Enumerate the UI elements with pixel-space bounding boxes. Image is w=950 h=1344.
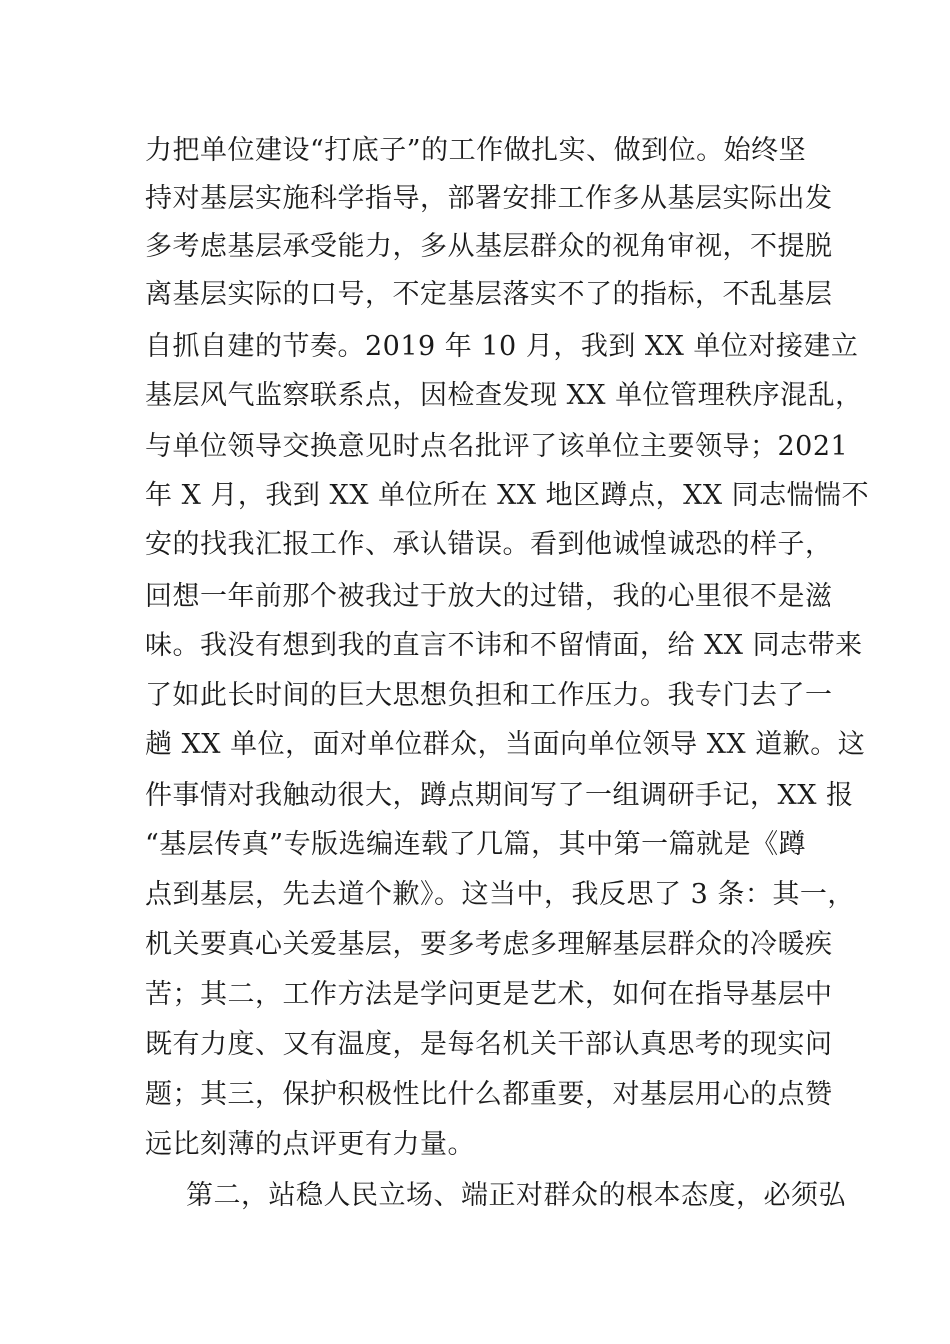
text-line: 安的找我汇报工作、承认错误。看到他诚惶诚恐的样子，	[145, 529, 833, 560]
text-line: “基层传真”专版选编连载了几篇，其中第一篇就是《蹲	[145, 829, 807, 860]
text-line: 味。我没有想到我的直言不讳和不留情面，给 XX 同志带来	[145, 630, 863, 661]
text-line: 既有力度、又有温度，是每名机关干部认真思考的现实问	[145, 1029, 833, 1060]
text-line: 了如此长时间的巨大思想负担和工作压力。我专门去了一	[145, 680, 833, 711]
text-line: 多考虑基层承受能力，多从基层群众的视角审视，不提脱	[145, 231, 833, 262]
text-line: 年 X 月，我到 XX 单位所在 XX 地区蹲点，XX 同志惴惴不	[145, 480, 870, 511]
text-line: 趟 XX 单位，面对单位群众，当面向单位领导 XX 道歉。这	[145, 729, 866, 760]
text-line: 件事情对我触动很大，蹲点期间写了一组调研手记，XX 报	[145, 780, 854, 811]
text-line: 自抓自建的节奏。2019 年 10 月，我到 XX 单位对接建立	[145, 331, 859, 362]
text-line: 持对基层实施科学指导，部署安排工作多从基层实际出发	[145, 183, 833, 214]
text-line: 机关要真心关爱基层，要多考虑多理解基层群众的冷暖疾	[145, 929, 833, 960]
paragraph-start-line: 第二，站稳人民立场、端正对群众的根本态度，必须弘	[186, 1180, 846, 1211]
text-line: 点到基层，先去道个歉》。这当中，我反思了 3 条：其一，	[145, 879, 855, 910]
text-line: 苦；其二，工作方法是学问更是艺术，如何在指导基层中	[145, 979, 833, 1010]
text-line: 回想一年前那个被我过于放大的过错，我的心里很不是滋	[145, 581, 833, 612]
text-line: 题；其三，保护积极性比什么都重要，对基层用心的点赞	[145, 1079, 833, 1110]
text-line: 远比刻薄的点评更有力量。	[145, 1129, 475, 1160]
text-line: 力把单位建设“打底子”的工作做扎实、做到位。始终坚	[145, 135, 807, 166]
text-line: 基层风气监察联系点，因检查发现 XX 单位管理秩序混乱，	[145, 380, 863, 411]
text-line: 离基层实际的口号，不定基层落实不了的指标，不乱基层	[145, 279, 833, 310]
text-line: 与单位领导交换意见时点名批评了该单位主要领导；2021	[145, 431, 849, 462]
